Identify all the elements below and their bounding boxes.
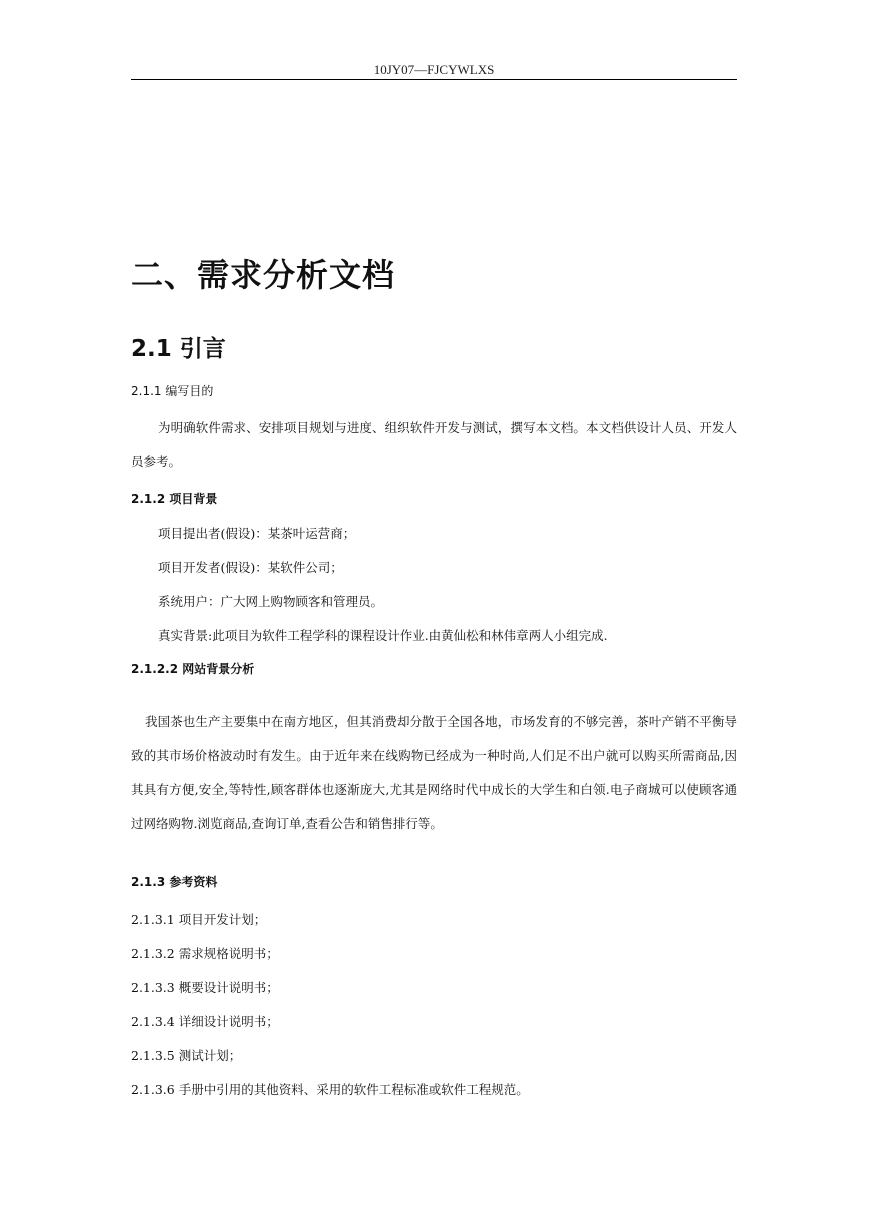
reference-item-6: 2.1.3.6 手册中引用的其他资料、采用的软件工程标准或软件工程规范。 [131,1082,529,1097]
reference-item-2: 2.1.3.2 需求规格说明书； [131,946,279,961]
background-line-1: 项目提出者(假设)：某茶叶运营商； [158,526,356,541]
chapter-title: 二、需求分析文档 [131,256,396,294]
purpose-heading: 2.1.1 编写目的 [131,384,214,398]
reference-item-1: 2.1.3.1 项目开发计划； [131,912,267,927]
background-heading: 2.1.2 项目背景 [131,492,218,506]
reference-item-3: 2.1.3.3 概要设计说明书； [131,980,279,995]
references-heading: 2.1.3 参考资料 [131,875,218,889]
background-line-3: 系统用户：广大网上购物顾客和管理员。 [158,594,384,609]
reference-item-5: 2.1.3.5 测试计划； [131,1048,242,1063]
running-header: 10JY07—FJCYWLXS [373,62,495,77]
section-title: 2.1 引言 [131,336,226,362]
site-analysis-paragraph: 我国茶也生产主要集中在南方地区，但其消费却分散于全国各地，市场发育的不够完善，茶叶产销不平衡导致的其市场价格波动时有发生。由于近年来在线购物已经成为一种时尚,人们足不出户就可以购买所需商品,因其具有方便,安全,等特性,顾客群体也逐渐庞大,尤其是网络时代中成长的大学生和白领.电子商城可以使顾客通过网络购物.浏览商品,查询订单,查看公告和销售排行等。 [131,714,737,831]
background-line-2: 项目开发者(假设)：某软件公司； [158,560,343,575]
site-analysis-heading: 2.1.2.2 网站背景分析 [131,662,255,676]
reference-item-4: 2.1.3.4 详细设计说明书； [131,1014,279,1029]
purpose-paragraph: 为明确软件需求、安排项目规划与进度、组织软件开发与测试，撰写本文档。本文档供设计人员、开发人员参考。 [131,420,737,469]
header-rule [131,79,737,80]
background-line-4: 真实背景:此项目为软件工程学科的课程设计作业.由黄仙松和林伟章两人小组完成. [158,628,608,643]
